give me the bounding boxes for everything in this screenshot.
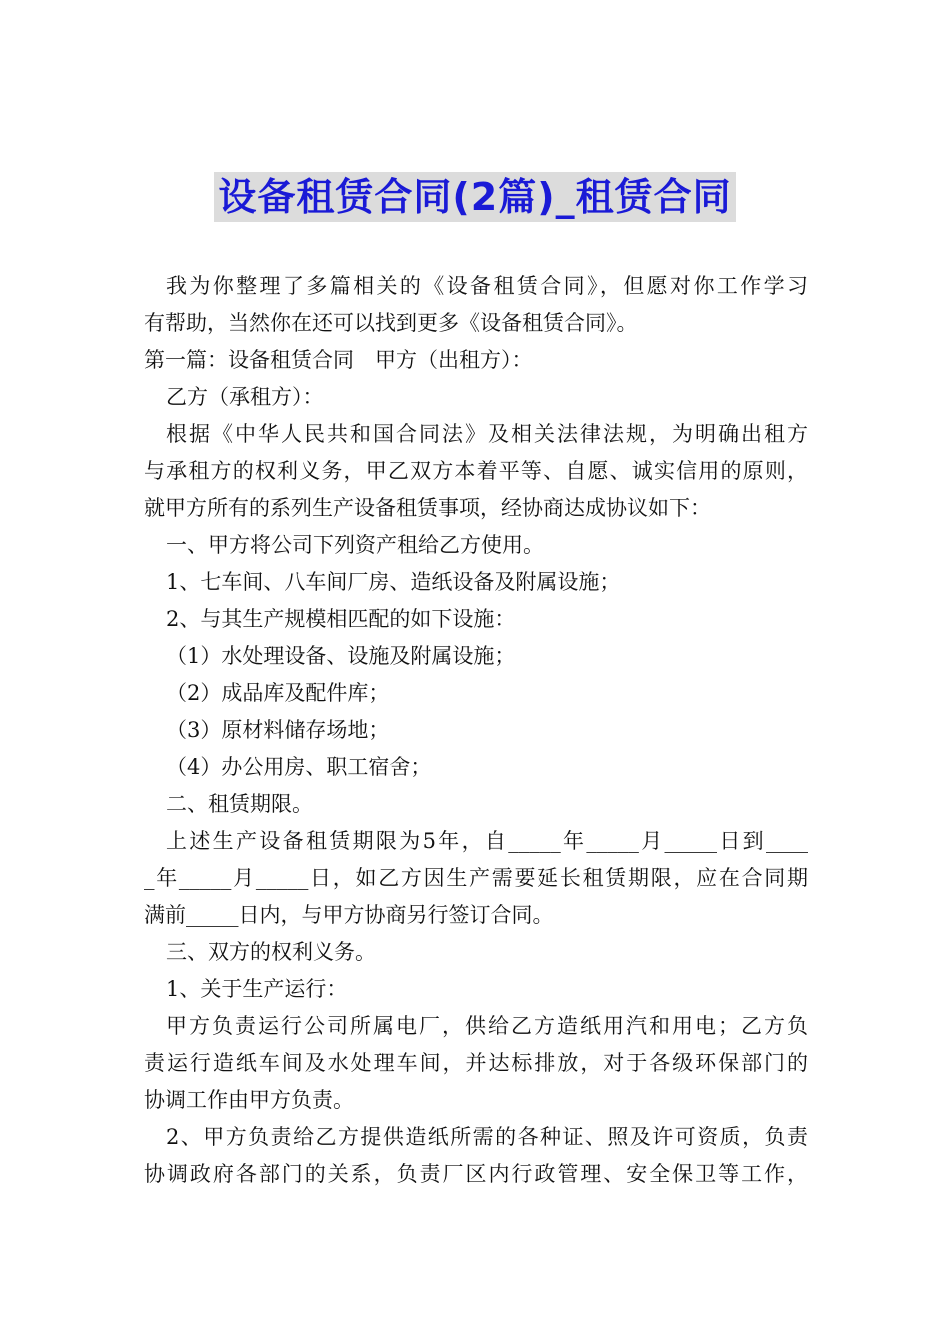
paragraph-line: 一、甲方将公司下列资产租给乙方使用。 [166,533,544,557]
paragraph-line: 责运行造纸车间及水处理车间，并达标排放，对于各级环保部门的 [144,1051,808,1075]
paragraph-line: 协调政府各部门的关系，负责厂区内行政管理、安全保卫等工作， [144,1162,808,1186]
paragraph-line: 三、双方的权利义务。 [166,940,376,964]
document-body [144,268,808,1193]
paragraph-line: 上述生产设备租赁期限为5年，自_____年_____月_____日到____ [166,829,808,853]
paragraph-line: 1、七车间、八车间厂房、造纸设备及附属设施； [166,570,621,594]
paragraph-line: 根据《中华人民共和国合同法》及相关法律法规，为明确出租方 [166,422,808,446]
paragraph-line: 甲方负责运行公司所属电厂，供给乙方造纸用汽和用电；乙方负 [166,1014,808,1038]
paragraph-line: （2）成品库及配件库； [166,681,390,705]
paragraph-line: 乙方（承租方）： [166,385,324,409]
paragraph-line: 二、租赁期限。 [166,792,313,816]
paragraph-line: 第一篇：设备租赁合同 甲方（出租方）： [144,348,533,372]
paragraph-line: （4）办公用房、职工宿舍； [166,755,432,779]
document-title: 设备租赁合同(2篇)_租赁合同 [214,172,735,222]
title-container [0,172,950,222]
paragraph-line: 就甲方所有的系列生产设备租赁事项，经协商达成协议如下： [144,496,711,520]
paragraph-line: （3）原材料储存场地； [166,718,390,742]
paragraph-line: 有帮助，当然你在还可以找到更多《设备租赁合同》。 [144,311,638,335]
paragraph-line: 2、甲方负责给乙方提供造纸所需的各种证、照及许可资质，负责 [166,1125,808,1149]
paragraph-line: 满前_____日内，与甲方协商另行签订合同。 [144,903,554,927]
paragraph-line: _年_____月_____日，如乙方因生产需要延长租赁期限，应在合同期 [144,866,808,890]
paragraph-line: 协调工作由甲方负责。 [144,1088,354,1112]
paragraph-line: （1）水处理设备、设施及附属设施； [166,644,516,668]
paragraph-line: 我为你整理了多篇相关的《设备租赁合同》，但愿对你工作学习 [166,274,808,298]
paragraph-line: 与承租方的权利义务，甲乙双方本着平等、自愿、诚实信用的原则， [144,459,808,483]
paragraph-line: 1、关于生产运行： [166,977,348,1001]
paragraph-line: 2、与其生产规模相匹配的如下设施： [166,607,516,631]
